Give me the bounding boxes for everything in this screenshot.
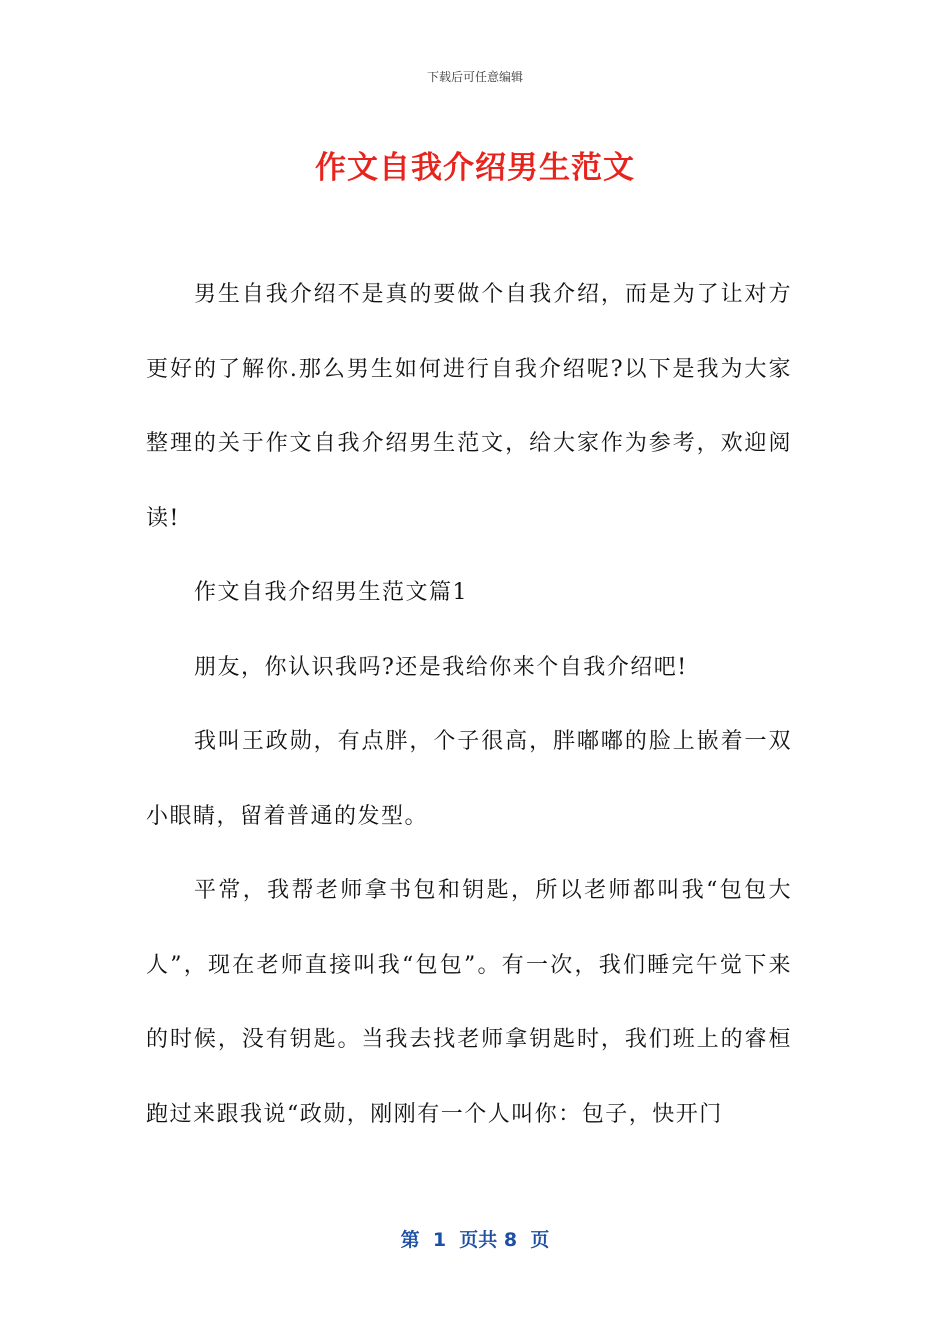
paragraph-greeting: 朋友，你认识我吗?还是我给你来个自我介绍吧!: [194, 654, 688, 680]
paragraph-self-description: 我叫王政勋，有点胖，个子很高，胖嘟嘟的脸上嵌着一双小眼睛，留着普通的发型。: [146, 729, 792, 829]
document-body: [146, 258, 792, 1152]
paragraph-intro: 男生自我介绍不是真的要做个自我介绍，而是为了让对方更好的了解你.那么男生如何进行自我介绍呢?以下是我为大家整理的关于作文自我介绍男生范文，给大家作为参考，欢迎阅读!: [146, 282, 792, 531]
document-title: 作文自我介绍男生范文: [315, 150, 635, 186]
paragraph-section-heading: 作文自我介绍男生范文篇1: [194, 580, 468, 605]
header-note: 下载后可任意编辑: [426, 70, 523, 84]
page-number-footer: 第 1 页共 8 页: [400, 1229, 550, 1251]
paragraph-story: 平常，我帮老师拿书包和钥匙，所以老师都叫我“包包大人”，现在老师直接叫我“包包”。有一次，我们睡完午觉下来的时候，没有钥匙。当我去找老师拿钥匙时，我们班上的睿桓跑过来跟我说“政勋，刚刚有一个人叫你：包子，快开门: [146, 878, 792, 1127]
